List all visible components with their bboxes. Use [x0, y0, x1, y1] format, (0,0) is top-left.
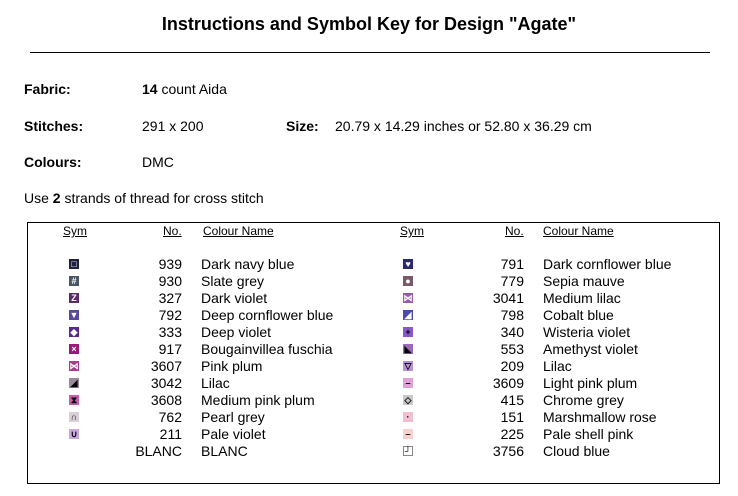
- right-colour-number: 3041: [492, 290, 524, 306]
- left-colour-name: Lilac: [201, 375, 230, 391]
- left-colour-number: 939: [158, 256, 182, 272]
- right-colour-number: 779: [500, 273, 524, 289]
- left-colour-name: Pink plum: [201, 358, 263, 374]
- right-colour-name: Medium lilac: [543, 290, 621, 306]
- left-colour-number: 333: [158, 324, 182, 340]
- left-symbol-swatch: ▼: [69, 310, 79, 320]
- right-colour-number: 340: [500, 324, 524, 340]
- left-colour-number: BLANC: [135, 443, 182, 459]
- left-symbol-swatch: ⋈: [69, 361, 79, 371]
- left-colour-number: 762: [158, 409, 182, 425]
- left-symbol-swatch: ∪: [70, 429, 78, 439]
- fabric-label: Fabric:: [24, 81, 71, 97]
- right-colour-name: Chrome grey: [543, 392, 624, 408]
- left-symbol-swatch: ◆: [70, 327, 78, 337]
- left-colour-number: 792: [158, 307, 182, 323]
- header-sym-right: Sym: [400, 224, 424, 238]
- right-colour-name: Light pink plum: [543, 375, 638, 391]
- left-colour-name: Pale violet: [201, 426, 266, 442]
- stitches-label: Stitches:: [24, 118, 84, 134]
- right-symbol-swatch: ◢: [404, 310, 412, 320]
- left-colour-number: 327: [158, 290, 182, 306]
- stitches-value: 291 x 200: [142, 118, 204, 134]
- left-colour-name: Dark violet: [201, 290, 268, 306]
- left-colour-number: 3607: [150, 358, 182, 374]
- size-label: Size:: [286, 118, 319, 134]
- strands-instruction: [24, 190, 264, 206]
- colours-label: Colours:: [24, 154, 82, 170]
- right-symbol-swatch: +: [403, 327, 413, 337]
- right-colour-number: 3756: [492, 443, 524, 459]
- header-name-right: Colour Name: [543, 224, 614, 238]
- title-divider: [30, 52, 710, 53]
- left-colour-number: 211: [159, 426, 182, 442]
- right-symbol-swatch: –: [403, 429, 413, 439]
- right-colour-name: Wisteria violet: [543, 324, 631, 340]
- left-colour-name: Deep cornflower blue: [201, 307, 334, 323]
- right-colour-name: Lilac: [543, 358, 572, 374]
- header-no-left: No.: [163, 224, 182, 238]
- left-symbol-swatch: Z: [69, 293, 79, 303]
- left-colour-number: 917: [158, 341, 182, 357]
- left-colour-name: BLANC: [201, 443, 248, 459]
- left-colour-name: Deep violet: [201, 324, 272, 340]
- right-colour-number: 225: [500, 426, 524, 442]
- right-colour-number: 415: [500, 392, 524, 408]
- right-symbol-swatch: ▽: [404, 361, 412, 371]
- left-colour-name: Pearl grey: [201, 409, 265, 425]
- right-colour-name: Amethyst violet: [543, 341, 638, 357]
- right-symbol-swatch: ┘: [404, 446, 412, 456]
- size-value: 20.79 x 14.29 inches or 52.80 x 36.29 cm: [335, 118, 592, 134]
- right-colour-number: 798: [500, 307, 524, 323]
- left-colour-number: 3608: [150, 392, 182, 408]
- left-colour-name: Medium pink plum: [201, 392, 315, 408]
- left-colour-name: Bougainvillea fuschia: [201, 341, 333, 357]
- right-symbol-swatch: ◇: [404, 395, 412, 405]
- right-symbol-swatch: –: [403, 378, 413, 388]
- right-symbol-swatch: ·: [403, 412, 413, 422]
- strands-pre: Use: [24, 190, 53, 206]
- left-colour-name: Slate grey: [201, 273, 265, 289]
- right-symbol-swatch: ●: [403, 276, 413, 286]
- fabric-count: 14: [142, 81, 158, 97]
- left-symbol-swatch: [69, 446, 79, 456]
- left-symbol-swatch: ◢: [70, 378, 78, 388]
- right-colour-name: Cloud blue: [543, 443, 610, 459]
- left-symbol-swatch: ×: [69, 344, 79, 354]
- right-colour-name: Marshmallow rose: [543, 409, 657, 425]
- colours-value: DMC: [142, 154, 174, 170]
- right-symbol-swatch: ⋈: [403, 293, 413, 303]
- left-colour-name: Dark navy blue: [201, 256, 295, 272]
- right-colour-name: Cobalt blue: [543, 307, 614, 323]
- right-symbol-swatch: ♥: [403, 259, 413, 269]
- left-symbol-swatch: #: [69, 276, 79, 286]
- right-colour-number: 553: [500, 341, 524, 357]
- header-no-right: No.: [505, 224, 524, 238]
- strands-post: strands of thread for cross stitch: [60, 190, 264, 206]
- left-colour-number: 930: [158, 273, 182, 289]
- header-sym-left: Sym: [63, 224, 87, 238]
- strands-count: 2: [52, 190, 61, 206]
- right-colour-number: 151: [500, 409, 524, 425]
- right-colour-name: Pale shell pink: [543, 426, 634, 442]
- right-colour-name: Dark cornflower blue: [543, 256, 672, 272]
- left-symbol-swatch: ⧗: [70, 395, 78, 405]
- page-title: Instructions and Symbol Key for Design "Agate": [161, 14, 577, 34]
- left-colour-number: 3042: [150, 375, 182, 391]
- fabric-type: count Aida: [157, 81, 227, 97]
- right-colour-number: 3609: [492, 375, 524, 391]
- right-colour-name: Sepia mauve: [543, 273, 625, 289]
- left-symbol-swatch: □: [69, 259, 79, 269]
- left-symbol-swatch: ∩: [70, 412, 78, 422]
- right-colour-number: 791: [500, 256, 524, 272]
- header-name-left: Colour Name: [203, 224, 274, 238]
- right-colour-number: 209: [500, 358, 524, 374]
- right-symbol-swatch: ◣: [404, 344, 412, 354]
- fabric-value: [142, 81, 227, 97]
